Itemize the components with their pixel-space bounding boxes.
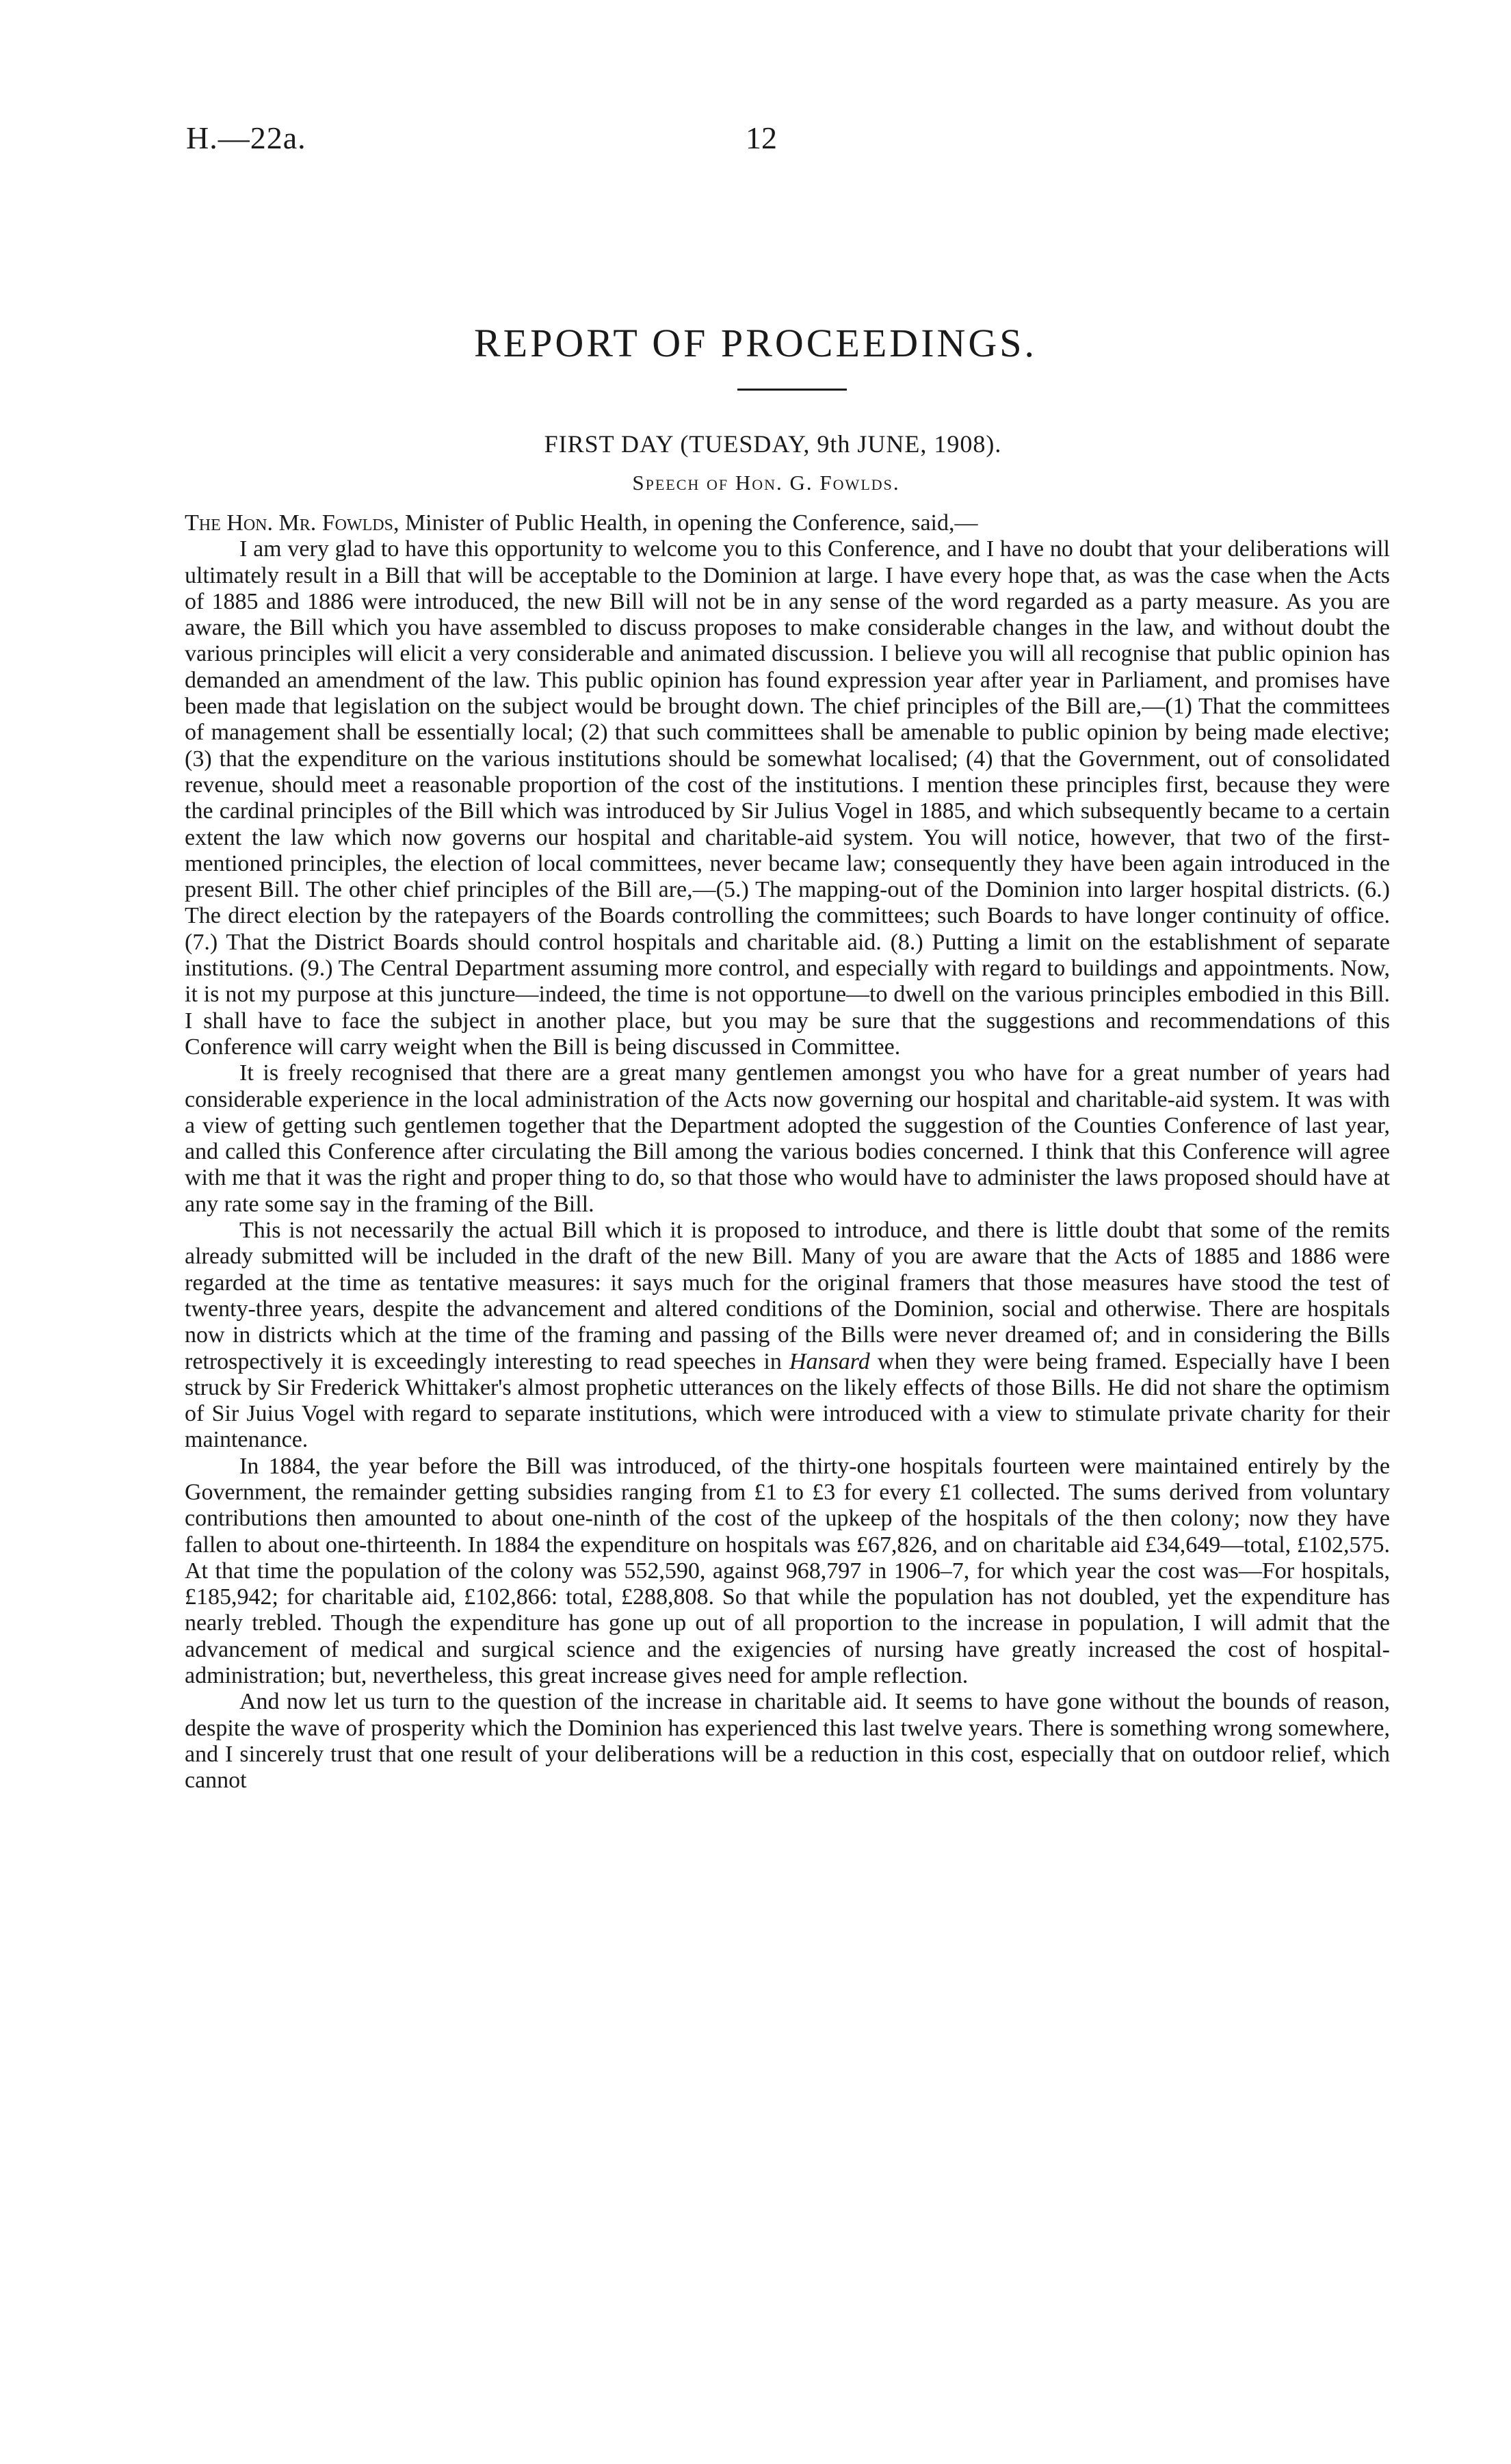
paragraph: And now let us turn to the question of the increase in charitable aid. It seems to have gone without the bounds of reason, despite the wave of prosperity which the Dominion has experienced this last twelve years. There is something wrong somewhere, and I sincerely trust that one result of your deliberations will be a reduction in this cost, especially that on outdoor relief, which cannot xyxy=(185,1689,1390,1794)
hansard-reference: Hansard xyxy=(789,1348,870,1374)
speech-body xyxy=(185,510,1390,1794)
intro-line xyxy=(185,510,1390,536)
speaker-name: The Hon. Mr. Fowlds xyxy=(185,510,393,536)
report-title: REPORT OF PROCEEDINGS. xyxy=(473,321,1038,365)
paragraph xyxy=(185,1218,1390,1454)
speech-heading: Speech of Hon. G. Fowlds. xyxy=(632,471,900,495)
paragraph-text: when they were being framed. Especially have I been struck by Sir Frederick Whittaker's almost prophetic utterances on the likely effects of those Bills. He did not share the optimism of Sir Juius Vogel with regard to separate institutions, which were introduced with a view to stimulate private charity for their maintenance. xyxy=(185,1348,1390,1453)
parliamentary-paper-reference: H.—22a. xyxy=(186,120,306,155)
paragraph-text: This is not necessarily the actual Bill which it is proposed to introduce, and there is little doubt that some of the remits already submitted will be included in the draft of the new Bill. Many of you are aware that the Acts of 1885 and 1886 were regarded at the time as tentative measures: it says much for the original framers that those measures have stood the test of twenty-three years, despite the advancement and altered conditions of the Dominion, social and otherwise. There are hospitals now in districts which at the time of the framing and passing of the Bills were never dreamed of; and in considering the Bills retrospectively it is exceedingly interesting to read speeches in xyxy=(185,1218,1390,1374)
day-heading: FIRST DAY (TUESDAY, 9th JUNE, 1908). xyxy=(544,430,1002,458)
paragraph: In 1884, the year before the Bill was introduced, of the thirty-one hospitals fourteen were maintained entirely by the Government, the remainder getting subsidies ranging from £1 to £3 for every £1 collected. The sums derived from voluntary contributions then amounted to about one-ninth of the cost of the upkeep of the hospitals of the then colony; now they have fallen to about one-thirteenth. In 1884 the expenditure on hospitals was £67,826, and on charitable aid £34,649—total, £102,575. At that time the population of the colony was 552,590, against 968,797 in 1906–7, for which year the cost was—For hospitals, £185,942; for charitable aid, £102,866: total, £288,808. So that while the population has not doubled, yet the expenditure has nearly trebled. Though the expenditure has gone up out of all proportion to the increase in population, I will admit that the advancement of medical and surgical science and the exigencies of nursing have greatly increased the cost of hospital-administration; but, nevertheless, this great increase gives need for ample reflection. xyxy=(185,1453,1390,1689)
paragraph: It is freely recognised that there are a great many gentlemen amongst you who have for a great number of years had considerable experience in the local administration of the Acts now governing our hospital and charitable-aid system. It was with a view of getting such gentlemen together that the Department adopted the suggestion of the Counties Conference of last year, and called this Conference after circulating the Bill among the various bodies concerned. I think that this Conference will agree with me that it was the right and proper thing to do, so that those who would have to administer the laws proposed should have at any rate some say in the framing of the Bill. xyxy=(185,1060,1390,1217)
paragraph: I am very glad to have this opportunity to welcome you to this Conference, and I have no doubt that your deliberations will ultimately result in a Bill that will be acceptable to the Dominion at large. I have every hope that, as was the case when the Acts of 1885 and 1886 were introduced, the new Bill will not be in any sense of the word regarded as a party measure. As you are aware, the Bill which you have assembled to discuss proposes to make considerable changes in the law, and without doubt the various principles will elicit a very considerable and animated discussion. I believe you will all recognise that public opinion has demanded an amendment of the law. This public opinion has found expression year after year in Parliament, and promises have been made that legislation on the subject would be brought down. The chief principles of the Bill are,—(1) That the committees of management shall be essentially local; (2) that such committees shall be amenable to public opinion by being made elective; (3) that the expenditure on the various institutions should be somewhat localised; (4) that the Government, out of consolidated revenue, should meet a reasonable proportion of the cost of the institutions. I mention these principles first, because they were the cardinal principles of the Bill which was introduced by Sir Julius Vogel in 1885, and which subsequently became to a certain extent the law which now governs our hospital and charitable-aid system. You will notice, however, that two of the first-mentioned principles, the election of local committees, never became law; consequently they have been again introduced in the present Bill. The other chief principles of the Bill are,—(5.) The mapping-out of the Dominion into larger hospital districts. (6.) The direct election by the ratepayers of the Boards controlling the committees; such Boards to have longer continuity of office. (7.) That the District Boards should control hospitals and charitable aid. (8.) Putting a limit on the establishment of separate institutions. (9.) The Central Department assuming more control, and especially with regard to buildings and appointments. Now, it is not my purpose at this juncture—indeed, the time is not opportune—to dwell on the various principles embodied in this Bill. I shall have to face the subject in another place, but you may be sure that the suggestions and recommendations of this Conference will carry weight when the Bill is being discussed in Committee. xyxy=(185,536,1390,1060)
title-divider xyxy=(737,389,847,391)
intro-text: , Minister of Public Health, in opening the Conference, said,— xyxy=(393,510,978,536)
page-number: 12 xyxy=(746,120,777,155)
